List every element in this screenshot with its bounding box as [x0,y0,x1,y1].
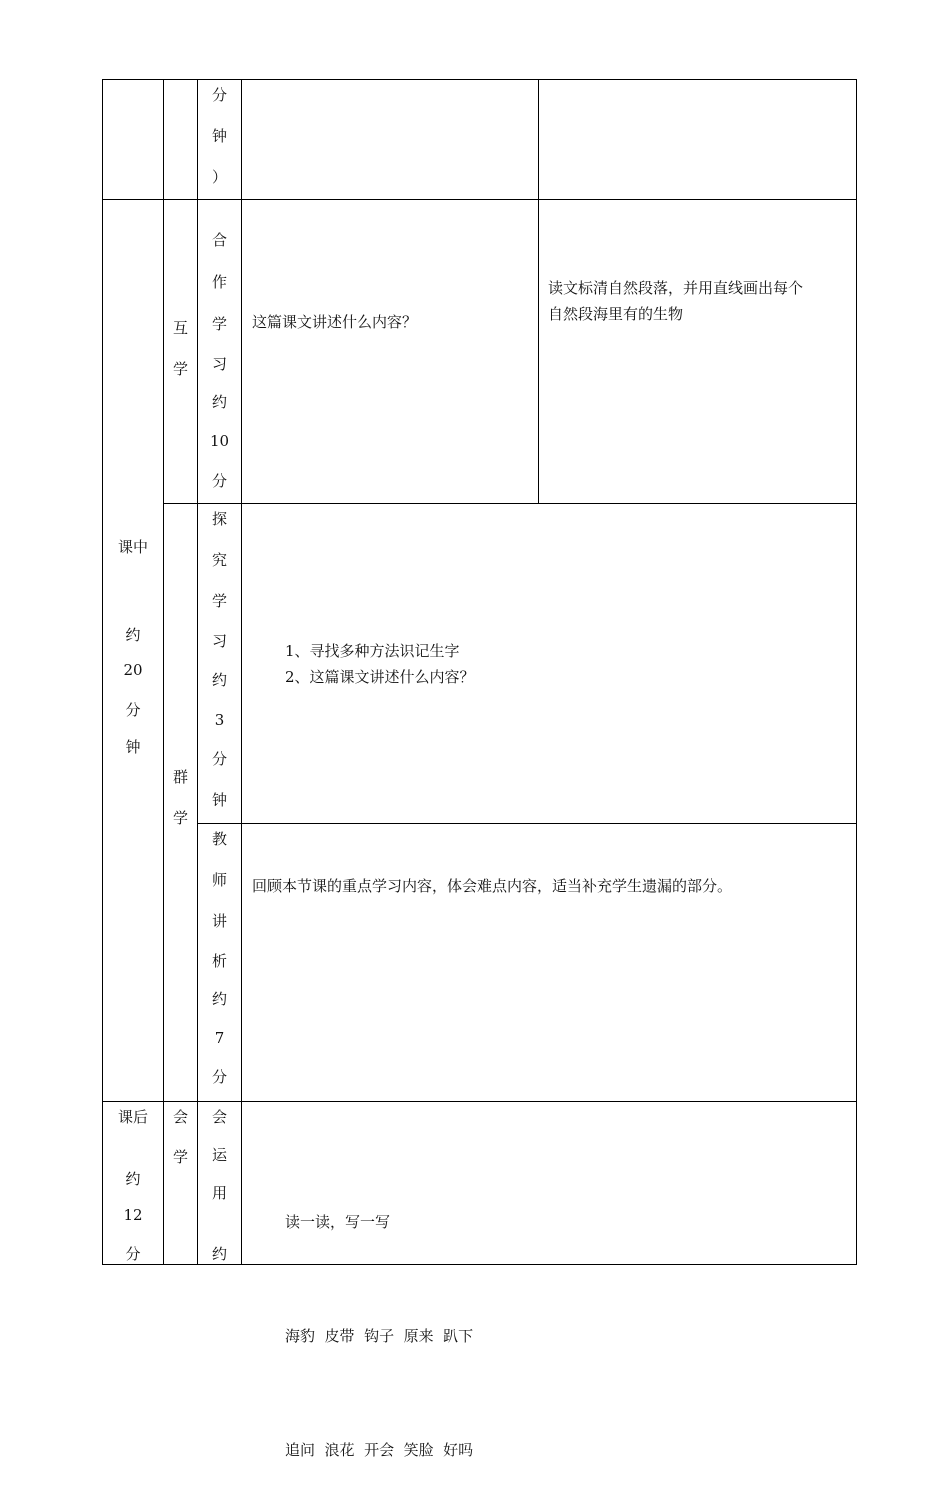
teacher-text: 回顾本节课的重点学习内容，体会难点内容，适当补充学生遗漏的部分。 [252,877,733,895]
method-char: 约 [211,393,227,411]
category-char: 学 [172,809,188,827]
method-char: 分 [211,1068,227,1086]
phase-char: 约 [125,626,141,644]
phase-char: 课后 [117,1108,148,1126]
mutual-category-cell [164,200,197,503]
grid-line [856,79,857,1265]
method-char: 分 [211,750,227,768]
grid-line [197,823,857,824]
mutual-guidance [548,275,803,327]
after-category-cell [164,1102,197,1264]
top-method-cell [198,80,241,199]
grid-line [163,503,857,504]
category-char: 学 [172,360,188,378]
method-char: 运 [211,1146,227,1164]
method-char: 用 [211,1184,227,1202]
phase-char: 课中 [117,538,148,556]
method-char: 钟 [211,127,227,145]
method-char: 约 [211,1245,227,1263]
grid-line [102,1264,857,1265]
method-char: 约 [211,990,227,1008]
phase-char: 分 [125,1245,141,1263]
guidance-line: 读文标清自然段落，并用直线画出每个 [548,279,804,297]
method-char: 师 [211,871,227,889]
method-char: 教 [211,830,227,848]
phase-char: 钟 [125,738,141,756]
group-category-cell [164,504,197,1101]
phase-after-class-cell [103,1102,163,1264]
exercise-line: 海豹 皮带 钩子 原来 趴下 [285,1327,474,1345]
method-char: 探 [211,510,227,528]
mutual-task-text: 这篇课文讲述什么内容？ [252,313,418,331]
method-char: ） [211,168,227,186]
method-char: 究 [211,551,227,569]
method-char: 10 [209,432,230,450]
exercise-line: 追问 浪花 开会 笑脸 好吗 [285,1441,474,1459]
method-char: 7 [214,1029,225,1047]
method-char: 作 [211,273,227,291]
phase-char: 约 [125,1170,141,1188]
list-item: 1、寻找多种方法识记生字 [285,642,460,660]
guidance-line: 自然段海里有的生物 [548,305,684,323]
method-char: 学 [211,592,227,610]
explore-method-cell [198,504,241,823]
grid-line [241,79,242,1265]
category-char: 群 [172,768,188,786]
after-exercise [285,1127,473,1507]
method-char: 合 [211,231,227,249]
method-char: 习 [211,355,227,373]
method-char: 会 [211,1108,227,1126]
phase-char: 20 [123,661,143,679]
method-char: 分 [211,472,227,490]
method-char: 学 [211,315,227,333]
category-char: 学 [172,1148,188,1166]
category-char: 会 [172,1108,188,1126]
category-char: 互 [172,319,188,337]
method-char: 3 [214,711,225,729]
explore-items [285,638,475,690]
grid-line [538,79,539,504]
method-char: 习 [211,632,227,650]
phase-in-class-cell [103,200,163,1101]
method-char: 钟 [211,791,227,809]
teacher-method-cell [198,824,241,1101]
method-char: 约 [211,671,227,689]
method-char: 析 [211,952,227,970]
exercise-line: 读一读，写一写 [285,1213,391,1231]
method-char: 讲 [211,912,227,930]
list-item: 2、这篇课文讲述什么内容？ [285,668,475,686]
phase-char: 12 [123,1206,143,1224]
mutual-method-cell [198,200,241,503]
method-char: 分 [211,86,227,104]
phase-char: 分 [125,701,141,719]
after-method-cell [198,1102,241,1264]
